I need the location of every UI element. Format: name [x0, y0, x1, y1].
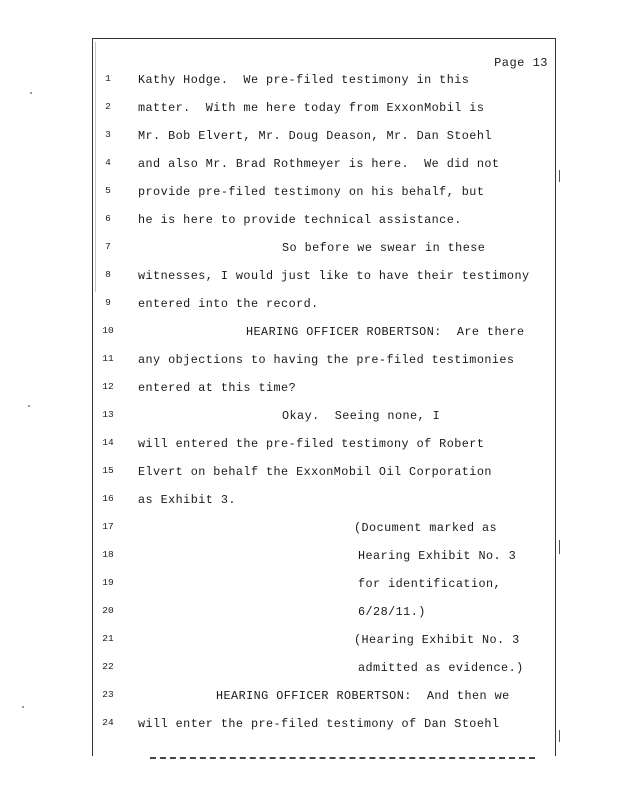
line-text: any objections to having the pre-filed testimonies — [138, 353, 515, 367]
line-number: 22 — [102, 661, 114, 672]
scan-mark — [559, 730, 560, 742]
line-text: matter. With me here today from ExxonMobil is — [138, 101, 485, 115]
transcript-line — [0, 464, 618, 486]
transcript-line — [0, 632, 618, 654]
transcript-line — [0, 212, 618, 234]
transcript-line — [0, 268, 618, 290]
line-number: 13 — [102, 409, 114, 420]
line-number: 1 — [105, 73, 111, 84]
scan-speck — [28, 405, 30, 407]
line-text: HEARING OFFICER ROBERTSON: Are there — [246, 325, 525, 339]
transcript-line — [0, 184, 618, 206]
line-text: (Document marked as — [354, 521, 498, 535]
line-number: 19 — [102, 577, 114, 588]
transcript-line — [0, 352, 618, 374]
transcript-line — [0, 492, 618, 514]
line-text: provide pre-filed testimony on his behalf, but — [138, 185, 485, 199]
line-text: entered into the record. — [138, 297, 319, 311]
transcript-line — [0, 408, 618, 430]
left-margin-rule — [95, 42, 96, 292]
line-number: 18 — [102, 549, 114, 560]
transcript-line — [0, 380, 618, 402]
line-number: 24 — [102, 717, 114, 728]
line-text: Elvert on behalf the ExxonMobil Oil Corporation — [138, 465, 492, 479]
transcript-line — [0, 296, 618, 318]
transcript-line — [0, 128, 618, 150]
scan-speck — [30, 92, 32, 94]
transcript-line — [0, 576, 618, 598]
line-number: 14 — [102, 437, 114, 448]
line-text: Okay. Seeing none, I — [282, 409, 441, 423]
scan-speck — [22, 706, 24, 708]
line-number: 11 — [102, 353, 114, 364]
line-text: (Hearing Exhibit No. 3 — [354, 633, 520, 647]
transcript-line — [0, 716, 618, 738]
page-number: Page 13 — [494, 56, 548, 70]
line-number: 2 — [105, 101, 111, 112]
line-text: and also Mr. Brad Rothmeyer is here. We did not — [138, 157, 500, 171]
line-number: 21 — [102, 633, 114, 644]
line-text: he is here to provide technical assistance. — [138, 213, 462, 227]
line-text: will entered the pre-filed testimony of Robert — [138, 437, 485, 451]
line-number: 4 — [105, 157, 111, 168]
transcript-line — [0, 688, 618, 710]
transcript-line — [0, 156, 618, 178]
transcript-line — [0, 72, 618, 94]
line-text: as Exhibit 3. — [138, 493, 236, 507]
line-number: 17 — [102, 521, 114, 532]
page-bottom-rule — [150, 757, 535, 759]
line-number: 10 — [102, 325, 114, 336]
line-text: admitted as evidence.) — [358, 661, 524, 675]
line-number: 15 — [102, 465, 114, 476]
line-number: 9 — [105, 297, 111, 308]
line-text: So before we swear in these — [282, 241, 486, 255]
line-number: 3 — [105, 129, 111, 140]
line-text: entered at this time? — [138, 381, 297, 395]
line-text: HEARING OFFICER ROBERTSON: And then we — [216, 689, 510, 703]
line-text: 6/28/11.) — [358, 605, 426, 619]
transcript-line — [0, 324, 618, 346]
line-number: 5 — [105, 185, 111, 196]
line-number: 6 — [105, 213, 111, 224]
line-text: for identification, — [358, 577, 502, 591]
line-text: Kathy Hodge. We pre-filed testimony in this — [138, 73, 470, 87]
transcript-line — [0, 548, 618, 570]
transcript-line — [0, 520, 618, 542]
line-number: 8 — [105, 269, 111, 280]
transcript-line — [0, 240, 618, 262]
transcript-line — [0, 100, 618, 122]
transcript-line — [0, 436, 618, 458]
line-number: 16 — [102, 493, 114, 504]
scan-mark — [559, 540, 560, 554]
line-text: witnesses, I would just like to have their testimony — [138, 269, 530, 283]
line-text: Mr. Bob Elvert, Mr. Doug Deason, Mr. Dan Stoehl — [138, 129, 492, 143]
scan-mark — [559, 170, 560, 182]
line-number: 23 — [102, 689, 114, 700]
line-number: 12 — [102, 381, 114, 392]
transcript-line — [0, 660, 618, 682]
line-text: Hearing Exhibit No. 3 — [358, 549, 517, 563]
transcript-line — [0, 604, 618, 626]
line-number: 20 — [102, 605, 114, 616]
line-text: will enter the pre-filed testimony of Dan Stoehl — [138, 717, 500, 731]
line-number: 7 — [105, 241, 111, 252]
